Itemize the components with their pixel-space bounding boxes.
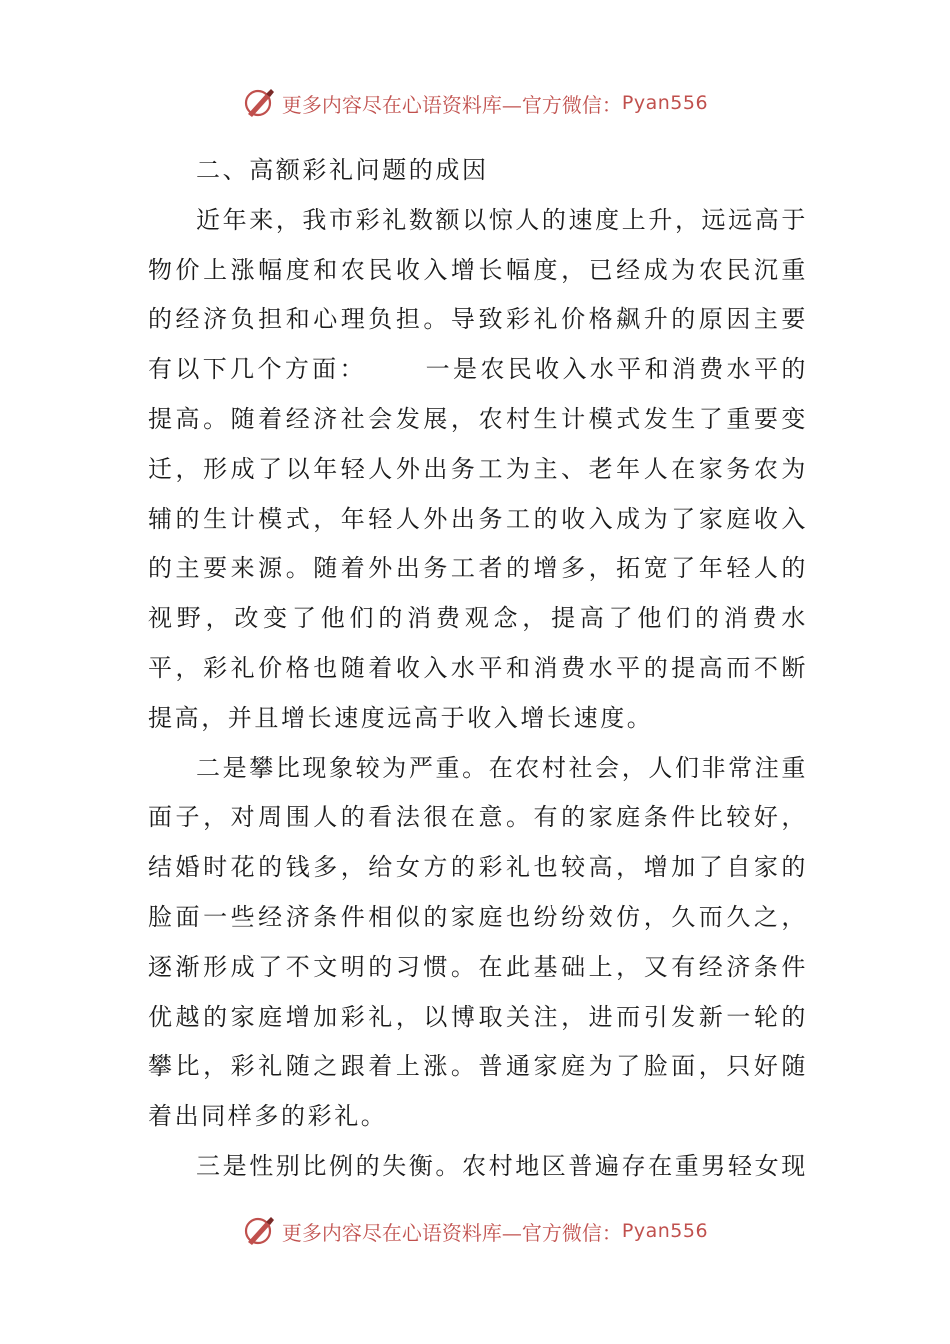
paragraph-3: 三是性别比例的失衡。农村地区普遍存在重男轻女现 bbox=[196, 1151, 808, 1180]
watermark-text: 更多内容尽在心语资料库—官方微信： bbox=[281, 92, 622, 117]
watermark-footer bbox=[0, 1211, 950, 1251]
watermark-header bbox=[0, 83, 950, 123]
paragraph-1 bbox=[148, 196, 808, 744]
watermark-wechat-id: Pyan556 bbox=[621, 92, 709, 114]
paragraph-1-part-a: 近年来，我市彩礼数额以惊人的速度上升，远远高于物价上涨幅度和农民收入增长幅度，已经成为农民沉重的经济负担和心理负担。导致彩礼价格飙升的原因主要有以下几个方面： bbox=[148, 205, 808, 384]
section-heading: 二、高额彩礼问题的成因 bbox=[196, 156, 489, 184]
paragraph-2: 二是攀比现象较为严重。在农村社会，人们非常注重面子，对周围人的看法很在意。有的家庭条件比较好，结婚时花的钱多，给女方的彩礼也较高，增加了自家的脸面一些经济条件相似的家庭也纷纷效仿，久而久之，逐渐形成了不文明的习惯。在此基础上，又有经济条件优越的家庭增加彩礼，以博取关注，进而引发新一轮的攀比，彩礼随之跟着上涨。普通家庭为了脸面，只好随着出同样多的彩礼。 bbox=[148, 753, 808, 1131]
pen-logo-icon bbox=[242, 86, 276, 120]
watermark-wechat-id: Pyan556 bbox=[621, 1220, 709, 1242]
paragraph-1-part-b: 一是农民收入水平和消费水平的提高。随着经济社会发展，农村生计模式发生了重要变迁，形成了以年轻人外出务工为主、老年人在家务农为辅的生计模式，年轻人外出务工的收入成为了家庭收入的主要来源。随着外出务工者的增多，拓宽了年轻人的视野，改变了他们的消费观念，提高了他们的消费水平，彩礼价格也随着收入水平和消费水平的提高而不断提高，并且增长速度远高于收入增长速度。 bbox=[148, 355, 808, 732]
pen-logo-icon bbox=[242, 1214, 276, 1248]
document-body bbox=[148, 146, 808, 1192]
watermark-text: 更多内容尽在心语资料库—官方微信： bbox=[281, 1220, 622, 1245]
